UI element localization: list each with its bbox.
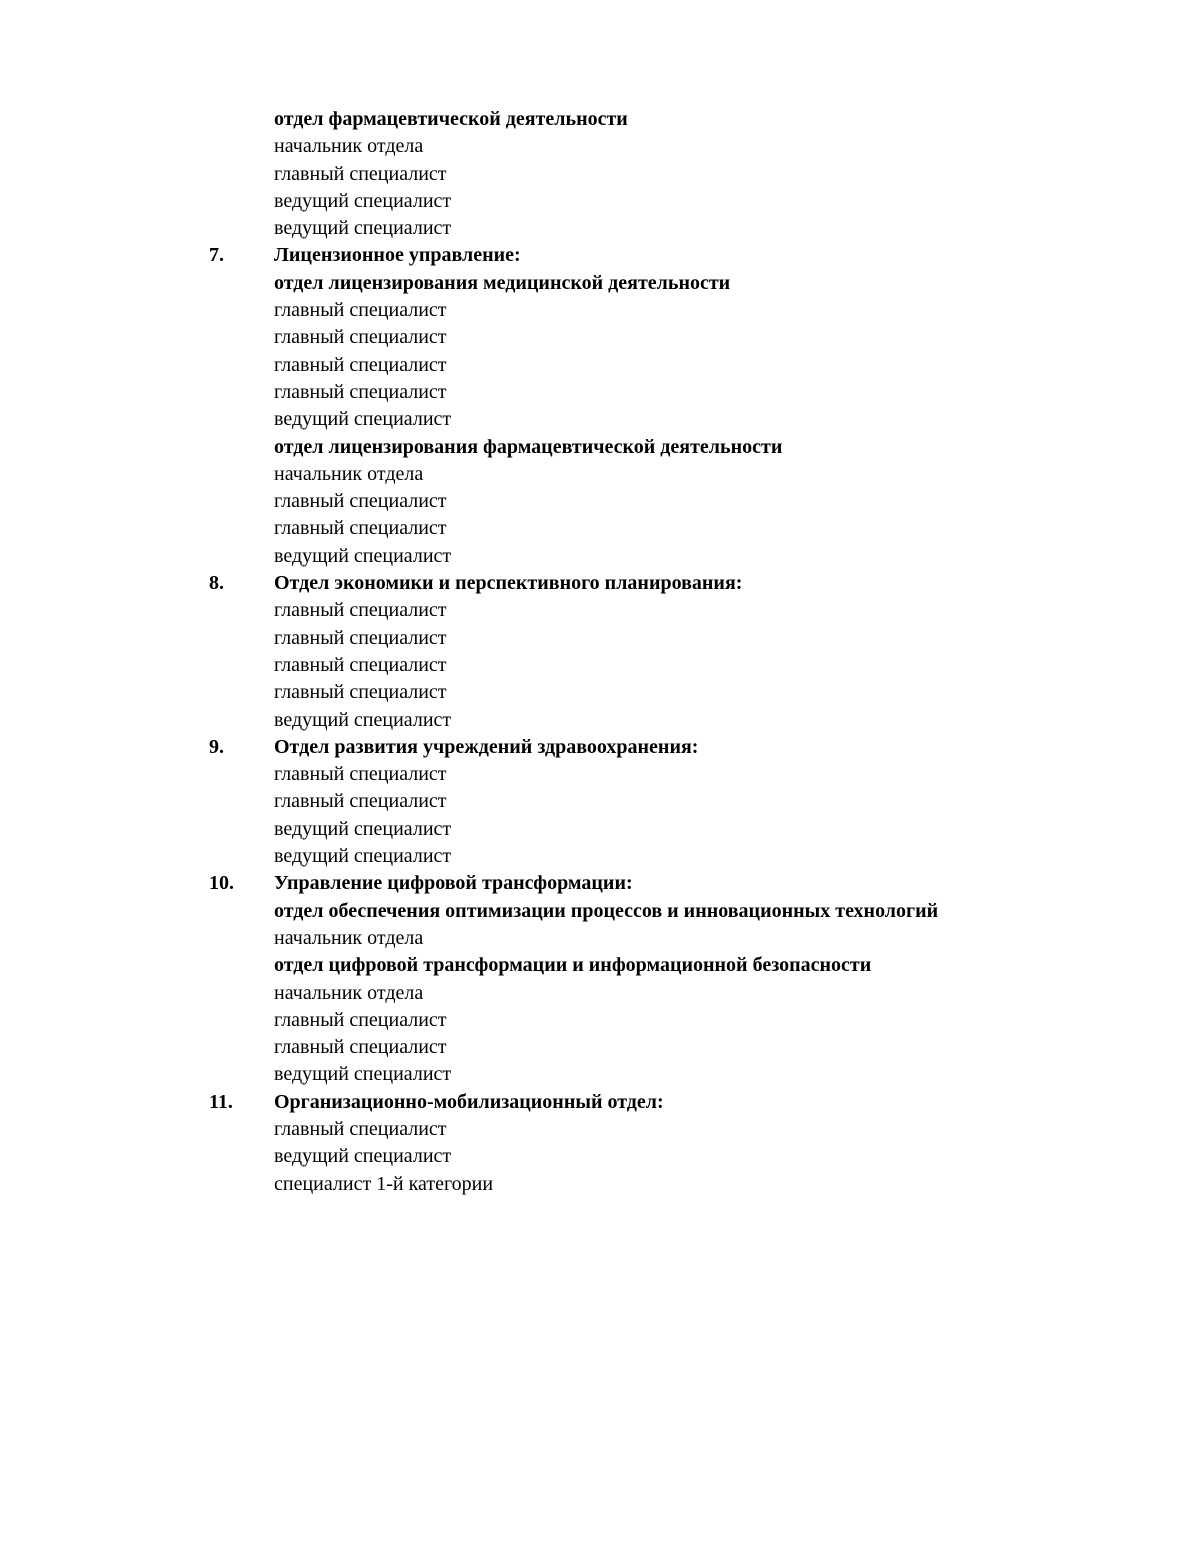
line-text: Отдел экономики и перспективного планирования: [274,572,743,595]
line-text: начальник отдела [274,926,424,949]
line-text: отдел цифровой трансформации и информационной безопасности [274,954,872,977]
section-number: 11. [209,1090,233,1113]
line-text: главный специалист [274,353,447,376]
section-number: 8. [209,572,224,595]
subsection-heading [0,106,1200,133]
line-text: главный специалист [274,1008,447,1031]
position-line [0,761,1200,788]
line-text: отдел фармацевтической деятельности [274,108,628,130]
position-line [0,980,1200,1007]
position-line [0,597,1200,624]
position-line [0,352,1200,379]
section-heading [0,1089,1200,1116]
line-text: главный специалист [274,681,447,704]
line-text: главный специалист [274,326,447,349]
position-line [0,843,1200,870]
position-line [0,324,1200,351]
position-line [0,1007,1200,1034]
section-heading [0,570,1200,597]
line-text: главный специалист [274,517,447,540]
position-line [0,161,1200,188]
position-line [0,679,1200,706]
position-line [0,297,1200,324]
line-text: Отдел развития учреждений здравоохранения: [274,735,699,758]
section-number: 7. [209,244,224,267]
section-number: 10. [209,872,234,895]
position-line [0,1171,1200,1198]
line-text: ведущий специалист [274,189,452,212]
position-line [0,215,1200,242]
line-text: главный специалист [274,162,447,185]
line-text: отдел лицензирования фармацевтической деятельности [274,435,783,458]
line-text: Организационно-мобилизационный отдел: [274,1090,664,1113]
position-line [0,816,1200,843]
position-line [0,488,1200,515]
subsection-heading [0,434,1200,461]
position-line [0,1034,1200,1061]
position-line [0,1061,1200,1088]
position-line [0,652,1200,679]
line-text: Управление цифровой трансформации: [274,872,633,895]
position-line [0,788,1200,815]
line-text: главный специалист [274,1117,447,1140]
line-text: начальник отдела [274,135,424,158]
position-line [0,1116,1200,1143]
line-text: главный специалист [274,790,447,813]
line-text: отдел обеспечения оптимизации процессов и инновационных технологий [274,899,939,922]
line-text: главный специалист [274,763,447,786]
line-text: главный специалист [274,490,447,513]
line-text: главный специалист [274,380,447,403]
line-text: ведущий специалист [274,817,452,840]
position-line [0,188,1200,215]
section-heading [0,242,1200,269]
position-line [0,379,1200,406]
position-line [0,707,1200,734]
line-text: главный специалист [274,1036,447,1059]
position-line [0,1143,1200,1170]
subsection-heading [0,952,1200,979]
line-text: главный специалист [274,599,447,622]
line-text: начальник отдела [274,462,424,485]
line-text: главный специалист [274,299,447,322]
line-text: ведущий специалист [274,845,452,868]
line-text: ведущий специалист [274,408,452,431]
subsection-heading [0,898,1200,925]
position-line [0,406,1200,433]
line-text: отдел лицензирования медицинской деятельности [274,271,731,294]
line-text: специалист 1-й категории [274,1172,494,1195]
line-text: начальник отдела [274,981,424,1004]
subsection-heading [0,270,1200,297]
line-text: главный специалист [274,653,447,676]
position-line [0,461,1200,488]
position-line [0,925,1200,952]
position-line [0,543,1200,570]
line-text: ведущий специалист [274,1145,452,1168]
line-text: главный специалист [274,626,447,649]
position-line [0,515,1200,542]
position-line [0,625,1200,652]
line-text: ведущий специалист [274,708,452,731]
section-heading [0,870,1200,897]
line-text: Лицензионное управление: [274,244,521,267]
section-number: 9. [209,735,224,758]
position-line [0,133,1200,160]
line-text: ведущий специалист [274,544,452,567]
section-heading [0,734,1200,761]
document-body [0,106,1200,1198]
line-text: ведущий специалист [274,1063,452,1086]
line-text: ведущий специалист [274,217,452,240]
